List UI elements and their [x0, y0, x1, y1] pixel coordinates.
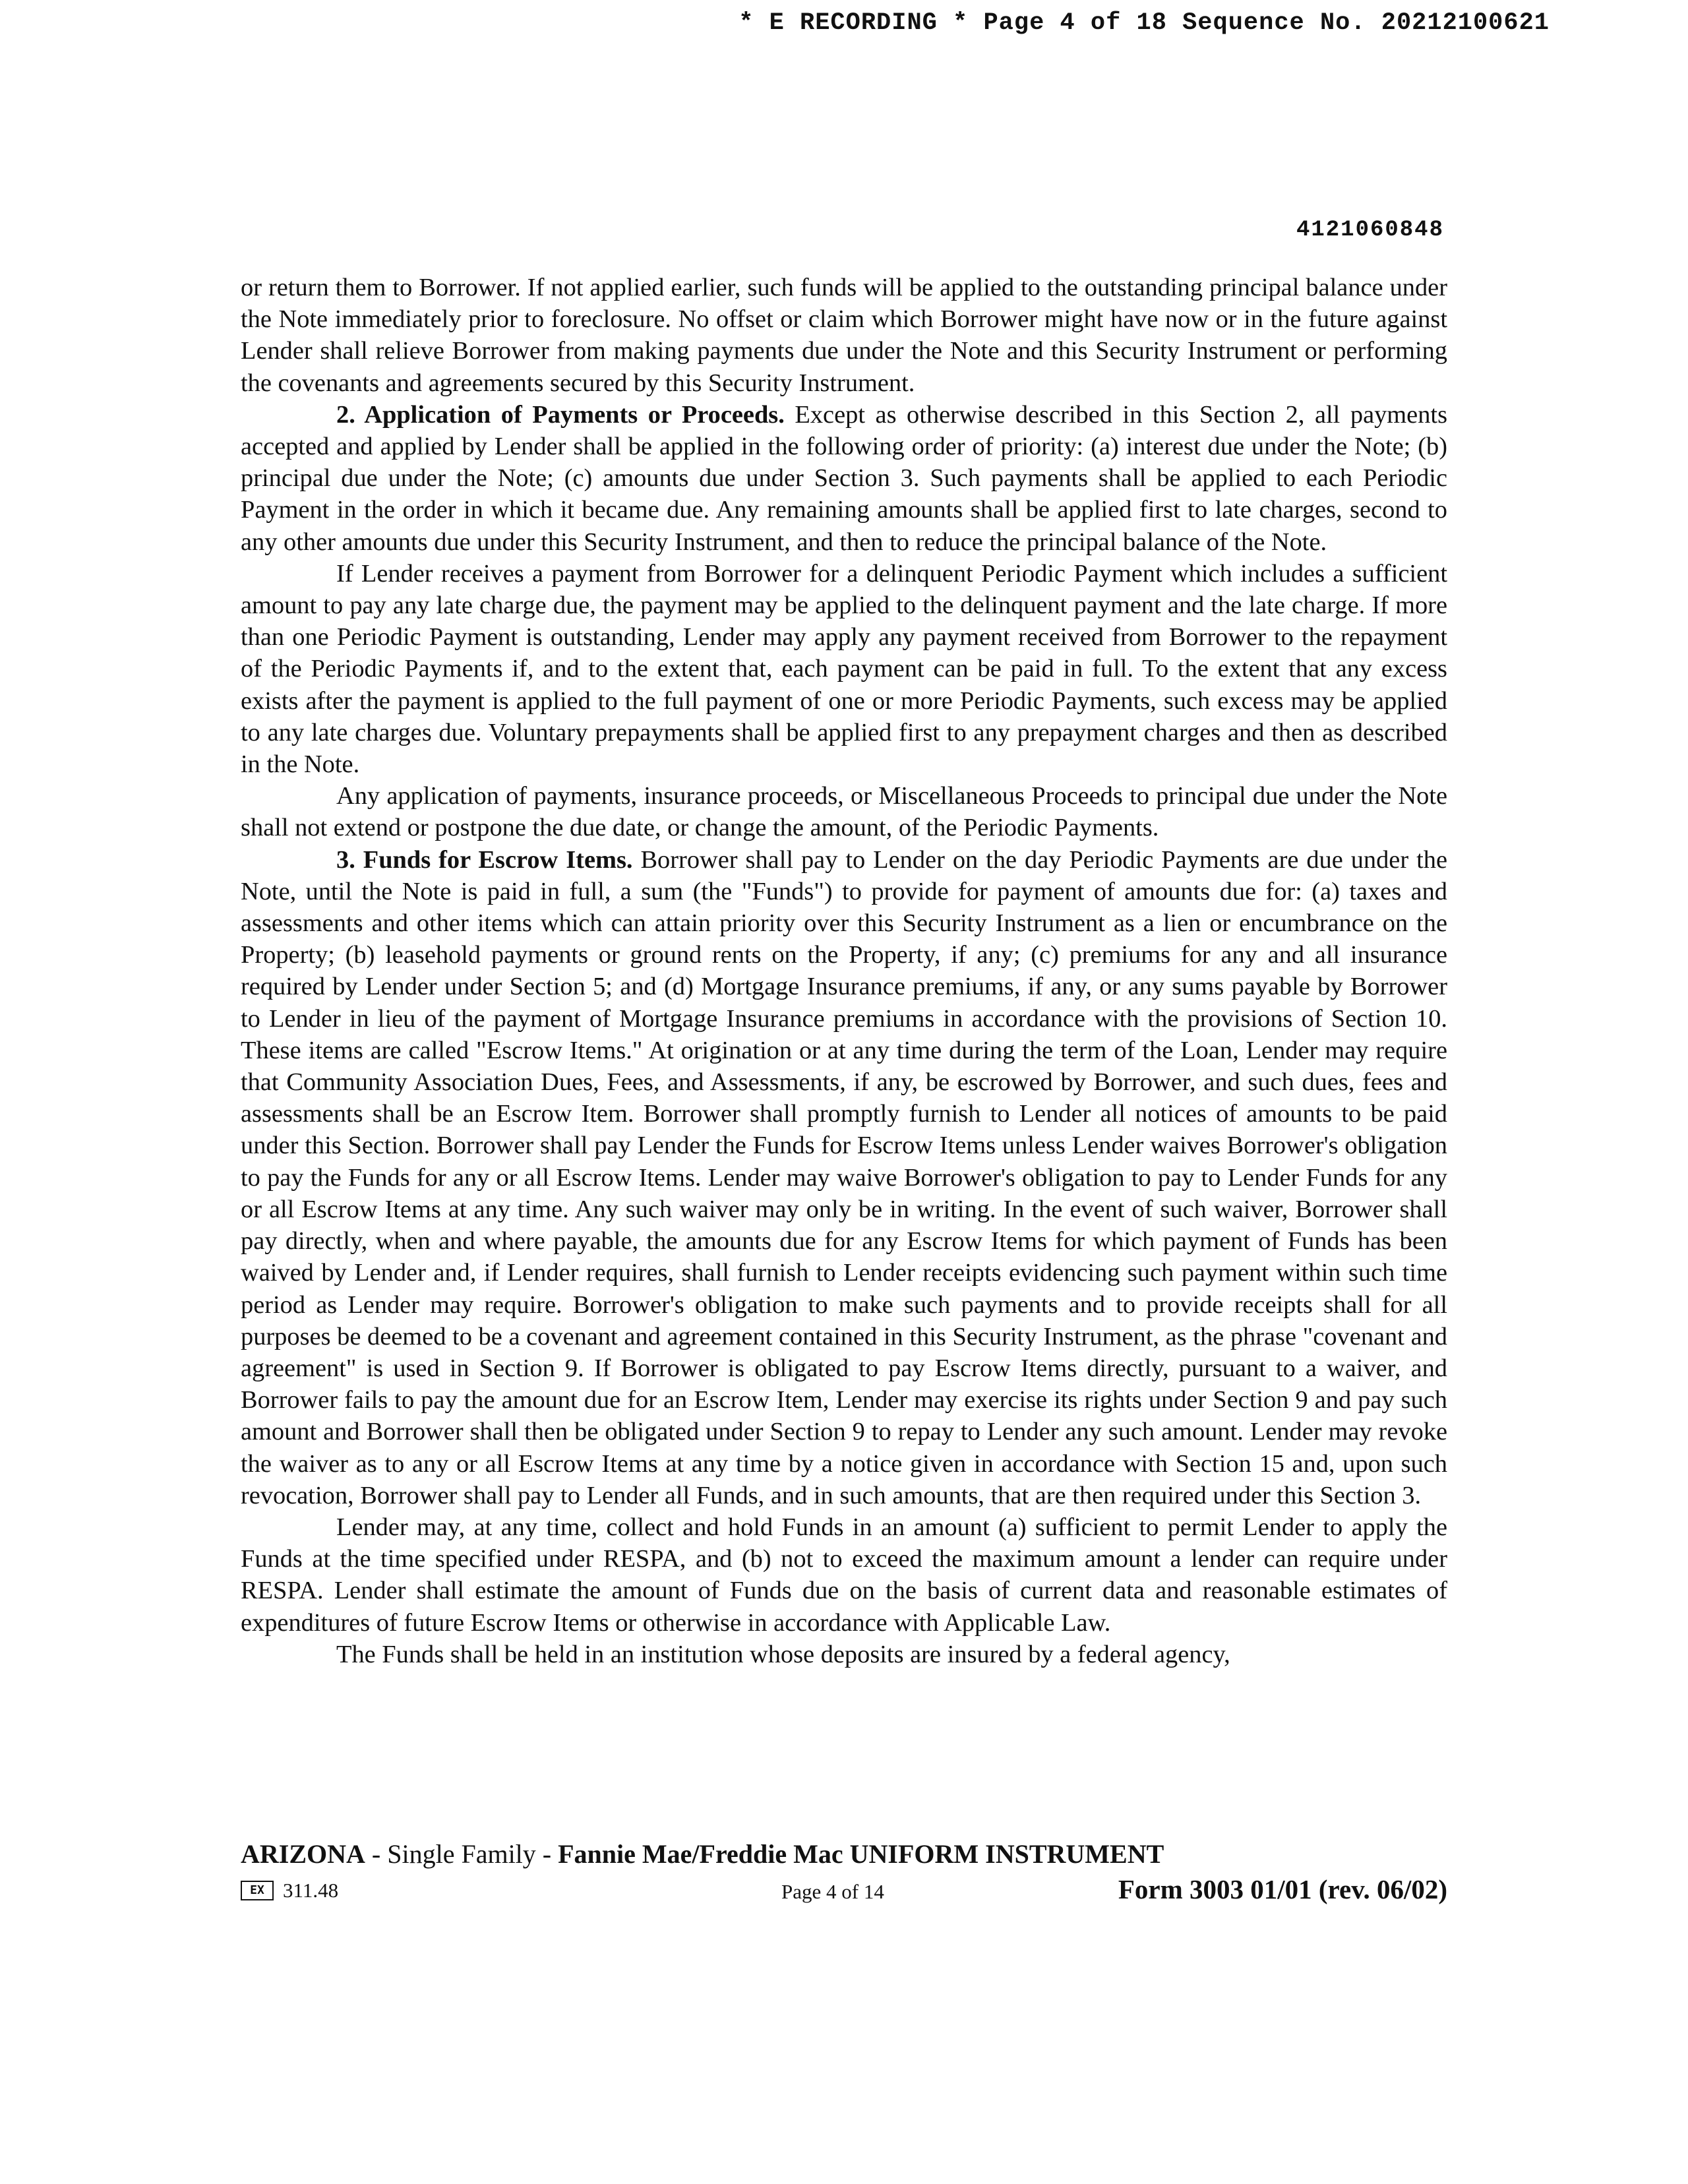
footer-separator: - Single Family - — [365, 1839, 558, 1869]
footer-details — [241, 1873, 1447, 1906]
section-2-paragraph — [241, 399, 1447, 558]
funds-held-paragraph: The Funds shall be held in an institution whose deposits are insured by a federal agency, — [336, 1640, 1230, 1668]
document-body — [241, 272, 1447, 1670]
section-3-paragraph — [241, 844, 1447, 1511]
section-3-title: 3. Funds for Escrow Items. — [336, 845, 633, 874]
loan-number: 4121060848 — [1296, 218, 1444, 243]
section-3-text: Borrower shall pay to Lender on the day Periodic Payments are due under the Note, until the Note is paid in full, a sum (the "Funds") to provide for payment of amounts due for: (a) taxes and assessments and other items which can attain priority over this Security Instrument as a lien or encumbrance on the Property; (b) leasehold payments or ground rents on the Property, if any; (c) premiums for any and all insurance required by Lender under Section 5; and (d) Mortgage Insurance premiums, if any, or any sums payable by Borrower to Lender in lieu of the payment of Mortgage Insurance premiums in accordance with the provisions of Section 10. These items are called "Escrow Items." At origination or at any time during the term of the Loan, Lender may require that Community Association Dues, Fees, and Assessments, if any, be escrowed by Borrower, and such dues, fees and assessments shall be an Escrow Item. Borrower shall promptly furnish to Lender all notices of amounts to be paid under this Section. Borrower shall pay Lender the Funds for Escrow Items unless Lender waives Borrower's obligation to pay the Funds for any or all Escrow Items. Lender may waive Borrower's obligation to pay to Lender Funds for any or all Escrow Items at any time. Any such waiver may only be in writing. In the event of such waiver, Borrower shall pay directly, when and where payable, the amounts due for any Escrow Items for which payment of Funds has been waived by Lender and, if Lender requires, shall furnish to Lender receipts evidencing such payment within such time period as Lender may require. Borrower's obligation to make such payments and to provide receipts shall for all purposes be deemed to be a covenant and agreement contained in this Security Instrument, as the phrase "covenant and agreement" is used in Section 9. If Borrower is obligated to pay Escrow Items directly, pursuant to a waiver, and Borrower fails to pay the amount due for an Escrow Item, Lender may exercise its rights under Section 9 and pay such amount and Borrower shall then be obligated under Section 9 to repay to Lender any such amount. Lender may revoke the waiver as to any or all Escrow Items at any time by a notice given in accordance with Section 15 and, upon such revocation, Borrower shall pay to Lender all Funds, and in such amounts, that are then required under this Section 3. — [241, 845, 1447, 1509]
form-logo-icon: EX — [241, 1881, 274, 1900]
paragraph-continuation: or return them to Borrower. If not applied earlier, such funds will be applied to the outstanding principal balance under the Note immediately prior to foreclosure. No offset or claim which Borrower might have now or in the future against Lender shall relieve Borrower from making payments due under the Note and this Security Instrument or performing the covenants and agreements secured by this Security Instrument. — [241, 274, 1447, 397]
form-id-number: 311.48 — [283, 1879, 339, 1902]
application-paragraph: Any application of payments, insurance proceeds, or Miscellaneous Proceeds to principal due under the Note shall not extend or postpone the due date, or change the amount, of the Periodic Payments. — [241, 782, 1447, 842]
footer-instrument: Fannie Mae/Freddie Mac UNIFORM INSTRUMENT — [558, 1839, 1164, 1869]
section-2-title: 2. Application of Payments or Proceeds. — [336, 400, 785, 429]
respa-paragraph: Lender may, at any time, collect and hold Funds in an amount (a) sufficient to permit Lender to apply the Funds at the time specified under RESPA, and (b) not to exceed the maximum amount a lender can require under RESPA. Lender shall estimate the amount of Funds due on the basis of current data and reasonable estimates of expenditures of future Escrow Items or otherwise in accordance with Applicable Law. — [241, 1513, 1447, 1637]
section-2-text: Except as otherwise described in this Section 2, all payments accepted and applied by Lender shall be applied in the following order of priority: (a) interest due under the Note; (b) principal due under the Note; (c) amounts due under Section 3. Such payments shall be applied to each Periodic Payment in the order in which it became due. Any remaining amounts shall be applied first to late charges, second to any other amounts due under this Security Instrument, and then to reduce the principal balance of the Note. — [241, 400, 1448, 556]
page-footer — [241, 1838, 1447, 1906]
page-number: Page 4 of 14 — [781, 1880, 884, 1903]
delinquent-payment-paragraph: If Lender receives a payment from Borrower for a delinquent Periodic Payment which includes a sufficient amount to pay any late charge due, the payment may be applied to the delinquent payment and the late charge. If more than one Periodic Payment is outstanding, Lender may apply any payment received from Borrower to the repayment of the Periodic Payments if, and to the extent that, each payment can be paid in full. To the extent that any excess exists after the payment is applied to the full payment of one or more Periodic Payments, such excess may be applied to any late charges due. Voluntary prepayments shall be applied first to any prepayment charges and then as described in the Note. — [241, 559, 1447, 779]
form-number: Form 3003 01/01 (rev. 06/02) — [1118, 1874, 1447, 1904]
footer-state: ARIZONA — [241, 1839, 365, 1869]
recording-header: * E RECORDING * Page 4 of 18 Sequence No. 20212100621 — [738, 9, 1550, 37]
form-id — [241, 1879, 338, 1902]
footer-title — [241, 1838, 1447, 1869]
